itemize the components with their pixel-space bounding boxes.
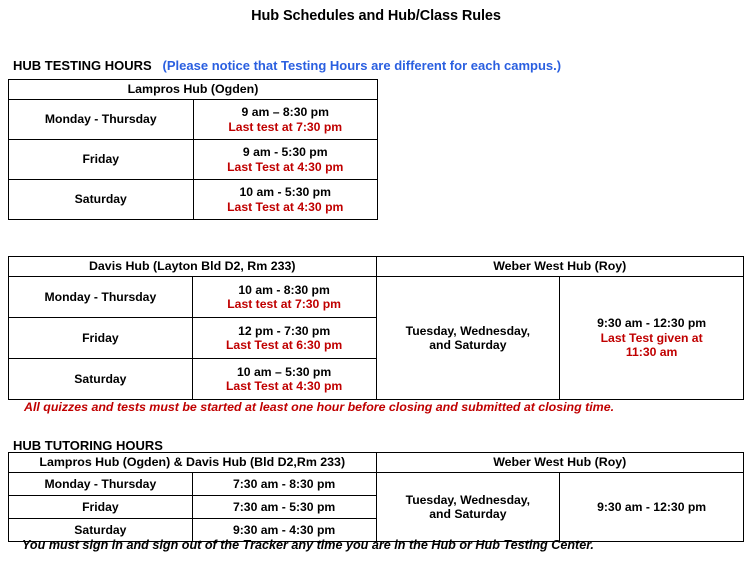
- davis-testing-header: Davis Hub (Layton Bld D2, Rm 233): [9, 257, 377, 277]
- last-test-text: Last Test at 4:30 pm: [227, 159, 344, 174]
- lampros-testing-hours-2: [193, 180, 378, 220]
- lampros-testing-day-2: Saturday: [9, 180, 194, 220]
- section-heading-testing-hours: [13, 58, 561, 73]
- lampros-testing-header: Lampros Hub (Ogden): [9, 80, 378, 100]
- section-heading-tutoring-hours: HUB TUTORING HOURS: [13, 438, 163, 453]
- weber-west-days-line2: and Saturday: [429, 338, 507, 352]
- page-title: Hub Schedules and Hub/Class Rules: [251, 8, 501, 24]
- last-test-text: Last Test at 6:30 pm: [225, 338, 343, 352]
- lampros-testing-day-0: Monday - Thursday: [9, 100, 194, 140]
- tutoring-day-1: Friday: [9, 496, 193, 519]
- davis-testing-day-2: Saturday: [9, 359, 193, 400]
- hours-text: 10 am - 5:30 pm: [239, 185, 331, 200]
- tutoring-weber-west-hours: 9:30 am - 12:30 pm: [560, 473, 744, 542]
- hours-text: 9 am – 8:30 pm: [241, 105, 329, 120]
- hours-text: 10 am – 5:30 pm: [237, 364, 332, 379]
- tutoring-weber-west-days: [376, 473, 560, 542]
- table-row-header: [9, 257, 744, 277]
- tutoring-hours-0: 7:30 am - 8:30 pm: [192, 473, 376, 496]
- table-testing-davis-weber: [8, 256, 744, 400]
- tutoring-day-2: Saturday: [9, 519, 193, 542]
- note-quizzes-and-tests: All quizzes and tests must be started at least one hour before closing and submitted at closing time.: [24, 400, 615, 414]
- table-row: [9, 100, 378, 140]
- tutoring-lampros-davis-header: Lampros Hub (Ogden) & Davis Hub (Bld D2,Rm 233): [9, 453, 377, 473]
- last-test-line2: 11:30 am: [625, 345, 678, 360]
- lampros-testing-hours-1: [193, 140, 378, 180]
- weber-west-testing-hours: [560, 277, 744, 400]
- davis-testing-day-1: Friday: [9, 318, 193, 359]
- davis-testing-day-0: Monday - Thursday: [9, 277, 193, 318]
- weber-west-days-line1: Tuesday, Wednesday,: [405, 492, 531, 507]
- last-test-line1: Last Test given at: [600, 330, 703, 345]
- last-test-text: Last test at 7:30 pm: [228, 119, 343, 134]
- weber-west-testing-days: [376, 277, 560, 400]
- davis-testing-hours-2: [192, 359, 376, 400]
- table-testing-lampros: [8, 79, 378, 220]
- hours-text: 10 am - 8:30 pm: [238, 282, 330, 297]
- note-tracker-sign-in: You must sign in and sign out of the Tracker any time you are in the Hub or Hub Testing Center.: [22, 538, 594, 552]
- tutoring-weber-west-header: Weber West Hub (Roy): [376, 453, 744, 473]
- table-row-header: [9, 453, 744, 473]
- lampros-testing-hours-0: [193, 100, 378, 140]
- last-test-text: Last test at 7:30 pm: [227, 297, 342, 311]
- hours-text: 9:30 am - 12:30 pm: [597, 316, 707, 331]
- tutoring-day-0: Monday - Thursday: [9, 473, 193, 496]
- table-row-header: [9, 80, 378, 100]
- hours-text: 12 pm - 7:30 pm: [238, 323, 331, 338]
- lampros-testing-day-1: Friday: [9, 140, 194, 180]
- table-row: [9, 473, 744, 496]
- last-test-text: Last Test at 4:30 pm: [225, 379, 343, 393]
- table-row: [9, 277, 744, 318]
- table-tutoring-hours: [8, 452, 744, 542]
- tutoring-hours-1: 7:30 am - 5:30 pm: [192, 496, 376, 519]
- weber-west-testing-header: Weber West Hub (Roy): [376, 257, 744, 277]
- last-test-text: Last Test at 4:30 pm: [227, 199, 344, 214]
- weber-west-days-line1: Tuesday, Wednesday,: [405, 323, 531, 338]
- weber-west-days-line2: and Saturday: [429, 507, 507, 521]
- table-row: [9, 140, 378, 180]
- table-row: [9, 180, 378, 220]
- davis-testing-hours-0: [192, 277, 376, 318]
- testing-hours-label: HUB TESTING HOURS: [13, 58, 152, 73]
- davis-testing-hours-1: [192, 318, 376, 359]
- tutoring-hours-2: 9:30 am - 4:30 pm: [192, 519, 376, 542]
- hours-text: 9 am - 5:30 pm: [242, 145, 328, 160]
- testing-hours-note: (Please notice that Testing Hours are different for each campus.): [162, 58, 562, 73]
